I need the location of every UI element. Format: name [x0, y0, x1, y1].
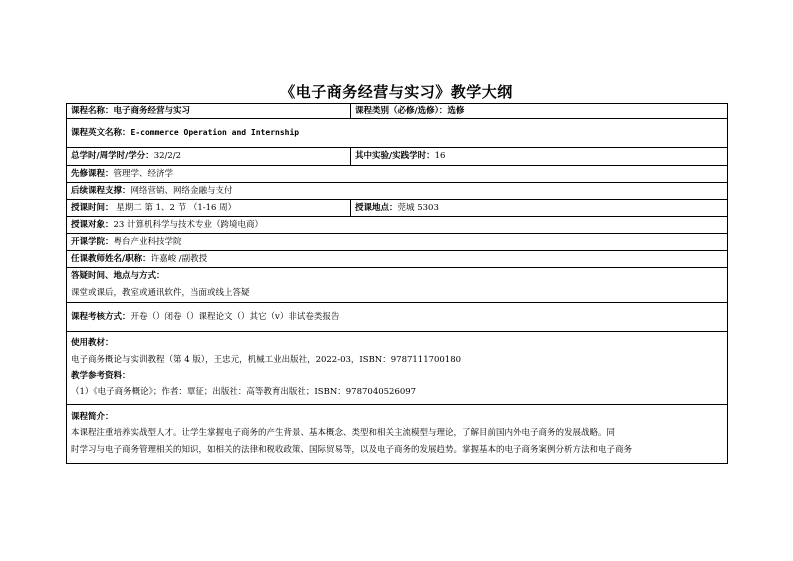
college-value: 粤台产业科技学院 — [113, 236, 182, 247]
course-category-label: 课程类别（必修/选修）： — [355, 105, 448, 116]
row-qa — [67, 268, 728, 303]
qa-label: 答疑时间、地点与方式： — [71, 271, 165, 281]
course-name-value: 电子商务经营与实习 — [113, 105, 191, 116]
row-assessment — [67, 303, 728, 332]
cell-assessment — [67, 303, 728, 332]
english-name-value: E-commerce Operation and Internship — [130, 128, 300, 137]
english-name-label: 课程英文名称： — [71, 128, 131, 138]
intro-line-1: 本课程注重培养实战型人才。让学生掌握电子商务的产生背景、基本概念、类型和相关主流模型与理论，了解目前国内外电子商务的发展战略。同 — [71, 427, 616, 438]
row-english-name — [67, 119, 728, 148]
cell-course-name — [67, 104, 351, 119]
reference-label: 教学参考资料： — [71, 371, 131, 381]
cell-intro — [67, 405, 728, 464]
hours-label: 总学时/周学时/学分： — [71, 151, 154, 161]
course-name-label: 课程名称： — [71, 105, 114, 116]
intro-line-2: 时学习与电子商务管理相关的知识，如相关的法律和税收政策、国际贸易等，以及电子商务的发展趋势。掌握基本的电子商务案例分析方法和电子商务 — [71, 444, 633, 455]
class-time-label: 授课时间： — [71, 202, 114, 213]
row-hours — [67, 148, 728, 166]
cell-qa — [67, 268, 728, 303]
college-label: 开课学院： — [71, 236, 114, 247]
cell-audience — [67, 217, 728, 234]
assessment-value: 开卷（）闭卷（）课程论文（）其它（v）非试卷类报告 — [130, 311, 340, 322]
course-category-value: 选修 — [447, 105, 465, 116]
row-audience — [67, 217, 728, 234]
cell-college — [67, 234, 728, 251]
audience-value: 23 计算机科学与技术专业（跨境电商） — [113, 219, 264, 230]
intro-label: 课程简介： — [71, 411, 114, 422]
cell-textbook — [67, 332, 728, 405]
lab-hours-label: 其中实验/实践学时： — [355, 151, 435, 161]
row-textbook — [67, 332, 728, 405]
row-course-name — [67, 104, 728, 119]
subsequent-value: 网络营销、网络金融与支付 — [130, 185, 233, 196]
cell-teacher — [67, 251, 728, 268]
page-title: 《电子商务经营与实习》教学大纲 — [280, 83, 513, 101]
assessment-label: 课程考核方式： — [71, 311, 131, 322]
reference-value: （1）《电子商务概论》；作者：覃征；出版社：高等教育出版社；ISBN：9787040526097 — [71, 387, 417, 397]
textbook-value: 电子商务概论与实训教程（第 4 版），王忠元，机械工业出版社，2022-03，ISBN：9787111700180 — [71, 355, 462, 365]
row-prerequisite — [67, 166, 728, 183]
audience-label: 授课对象： — [71, 219, 114, 230]
row-class-time — [67, 200, 728, 217]
cell-class-time — [67, 200, 351, 217]
hours-value: 32/2/2 — [153, 151, 182, 161]
cell-lab-hours — [351, 148, 728, 166]
class-time-value: 星期二 第 1、2 节 （1-16 周） — [116, 202, 237, 213]
cell-prerequisite — [67, 166, 728, 183]
textbook-label: 使用教材： — [71, 338, 114, 348]
row-college — [67, 234, 728, 251]
cell-english-name — [67, 119, 728, 148]
class-location-value: 莞城 5303 — [397, 202, 439, 213]
class-location-label: 授课地点： — [355, 202, 398, 213]
cell-course-category — [351, 104, 728, 119]
row-subsequent — [67, 183, 728, 200]
qa-value: 课堂或课后，教室或通讯软件，当面或线上答疑 — [71, 288, 250, 298]
cell-class-location — [351, 200, 728, 217]
lab-hours-value: 16 — [434, 151, 446, 161]
row-intro — [67, 405, 728, 464]
prerequisite-value: 管理学、经济学 — [113, 168, 174, 179]
cell-hours — [67, 148, 351, 166]
row-teacher — [67, 251, 728, 268]
cell-subsequent — [67, 183, 728, 200]
teacher-label: 任课教师姓名/职称： — [71, 253, 151, 264]
subsequent-label: 后续课程支撑： — [71, 185, 131, 196]
prerequisite-label: 先修课程： — [71, 168, 114, 179]
teacher-value: 许嘉峻 /副教授 — [150, 253, 208, 264]
syllabus-table — [66, 103, 728, 464]
